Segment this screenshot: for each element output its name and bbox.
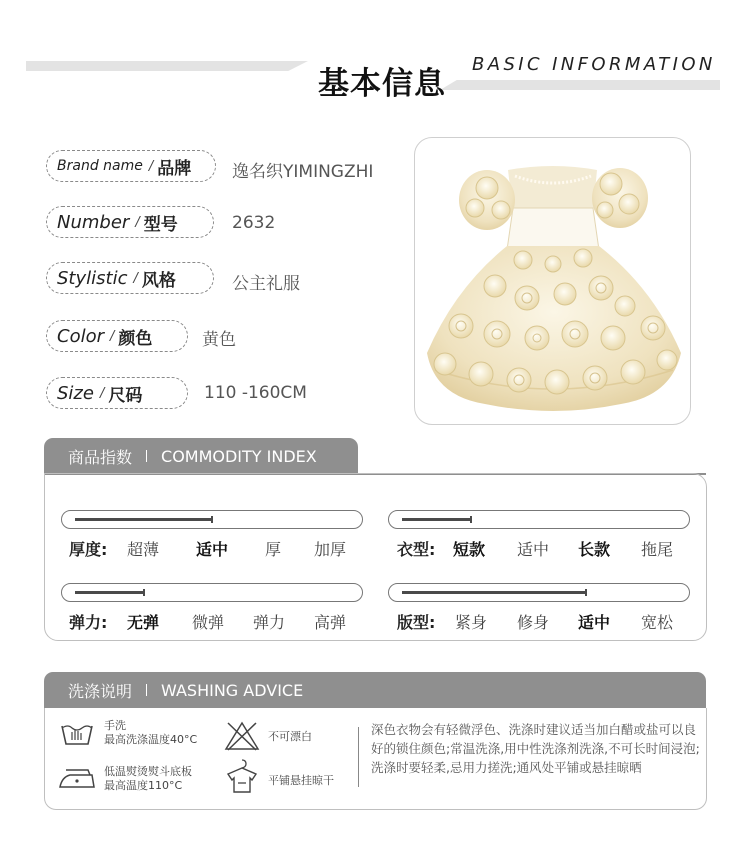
brand-label-pill (46, 150, 216, 182)
fit-slider-fill (402, 591, 586, 594)
washing-advice-text: 深色衣物会有轻微浮色、洗涤时建议适当加白醋或盐可以良好的锁住颜色;常温洗涤,用中性洗涤剂洗涤,不可长时间浸泡;洗涤时要轻柔,忌用力搓洗;通风处平铺或悬挂晾晒 (371, 722, 700, 775)
thickness-option: 超薄 (127, 540, 160, 559)
header-divider (146, 450, 147, 462)
length-slider (388, 510, 690, 529)
length-option: 拖尾 (641, 540, 674, 559)
section-title-cn: 基本信息 (318, 66, 446, 102)
length-option-selected: 长款 (578, 540, 611, 559)
color-label-pill (46, 320, 188, 352)
thickness-label: 厚度: (69, 540, 108, 559)
length-option: 适中 (517, 540, 550, 559)
iron-icon (58, 765, 98, 791)
label-separator: / (110, 328, 115, 344)
dry-flat-icon (224, 758, 260, 794)
number-label-pill (46, 206, 214, 238)
no-bleach-text: 不可漂白 (268, 730, 312, 743)
size-label-cn: 尺码 (108, 385, 143, 406)
thickness-option: 厚 (265, 540, 282, 559)
stylistic-label-pill (46, 262, 214, 294)
size-label-pill (46, 377, 188, 409)
commodity-index-header (44, 438, 358, 474)
stylistic-value: 公主礼服 (232, 274, 300, 294)
length-label: 衣型: (397, 540, 436, 559)
elasticity-slider-fill (75, 591, 144, 594)
hand-wash-text: 手洗 最高洗涤温度40°C (104, 719, 198, 746)
thickness-slider (61, 510, 363, 529)
fit-option: 紧身 (455, 613, 488, 632)
fit-label: 版型: (397, 613, 436, 632)
iron-text: 低温熨烫熨斗底板 最高温度110°C (104, 765, 192, 792)
brand-label-en: Brand name (57, 158, 143, 174)
elasticity-option-selected: 无弹 (127, 613, 160, 632)
thickness-option-selected: 适中 (196, 540, 229, 559)
product-photo (414, 137, 691, 425)
label-separator: / (133, 270, 138, 286)
commodity-index-title-en: COMMODITY INDEX (161, 446, 317, 466)
brand-value: 逸名织YIMINGZHI (232, 162, 374, 182)
header-decoration-left (26, 61, 308, 71)
washing-divider (358, 727, 359, 787)
no-bleach-icon (224, 720, 260, 752)
washing-title-en: WASHING ADVICE (161, 680, 304, 700)
elasticity-slider (61, 583, 363, 602)
elasticity-option: 高弹 (314, 613, 347, 632)
stylistic-label-en: Stylistic (57, 267, 128, 289)
color-label-en: Color (57, 325, 104, 347)
number-label-cn: 型号 (143, 214, 178, 235)
length-option-selected: 短款 (453, 540, 486, 559)
fit-option: 修身 (517, 613, 550, 632)
elasticity-option: 微弹 (192, 613, 225, 632)
princess-dress-photo (415, 138, 691, 425)
elasticity-label: 弹力: (69, 613, 108, 632)
fit-option-selected: 适中 (578, 613, 611, 632)
brand-label-cn: 品牌 (157, 158, 192, 179)
color-value: 黄色 (202, 330, 236, 350)
label-separator: / (99, 385, 105, 401)
fit-slider (388, 583, 690, 602)
size-value: 110 -160CM (204, 383, 307, 403)
header-decoration-right (440, 80, 720, 90)
number-value: 2632 (232, 213, 276, 233)
commodity-index-title-cn: 商品指数 (68, 447, 133, 467)
label-separator: / (135, 214, 140, 230)
fit-option: 宽松 (641, 613, 674, 632)
label-separator: / (148, 158, 154, 174)
length-slider-fill (402, 518, 471, 521)
washing-title-cn: 洗涤说明 (68, 681, 133, 701)
hand-wash-icon (60, 720, 94, 746)
elasticity-option: 弹力 (253, 613, 286, 632)
thickness-option: 加厚 (314, 540, 347, 559)
washing-advice-header (44, 672, 706, 708)
thickness-slider-fill (75, 518, 212, 521)
number-label-en: Number (57, 211, 130, 233)
stylistic-label-cn: 风格 (141, 270, 176, 291)
color-label-cn: 颜色 (118, 328, 153, 349)
section-title-en: BASIC INFORMATION (472, 54, 716, 75)
size-label-en: Size (57, 382, 94, 404)
dry-flat-text: 平铺悬挂晾干 (268, 774, 334, 787)
header-divider (146, 684, 147, 696)
